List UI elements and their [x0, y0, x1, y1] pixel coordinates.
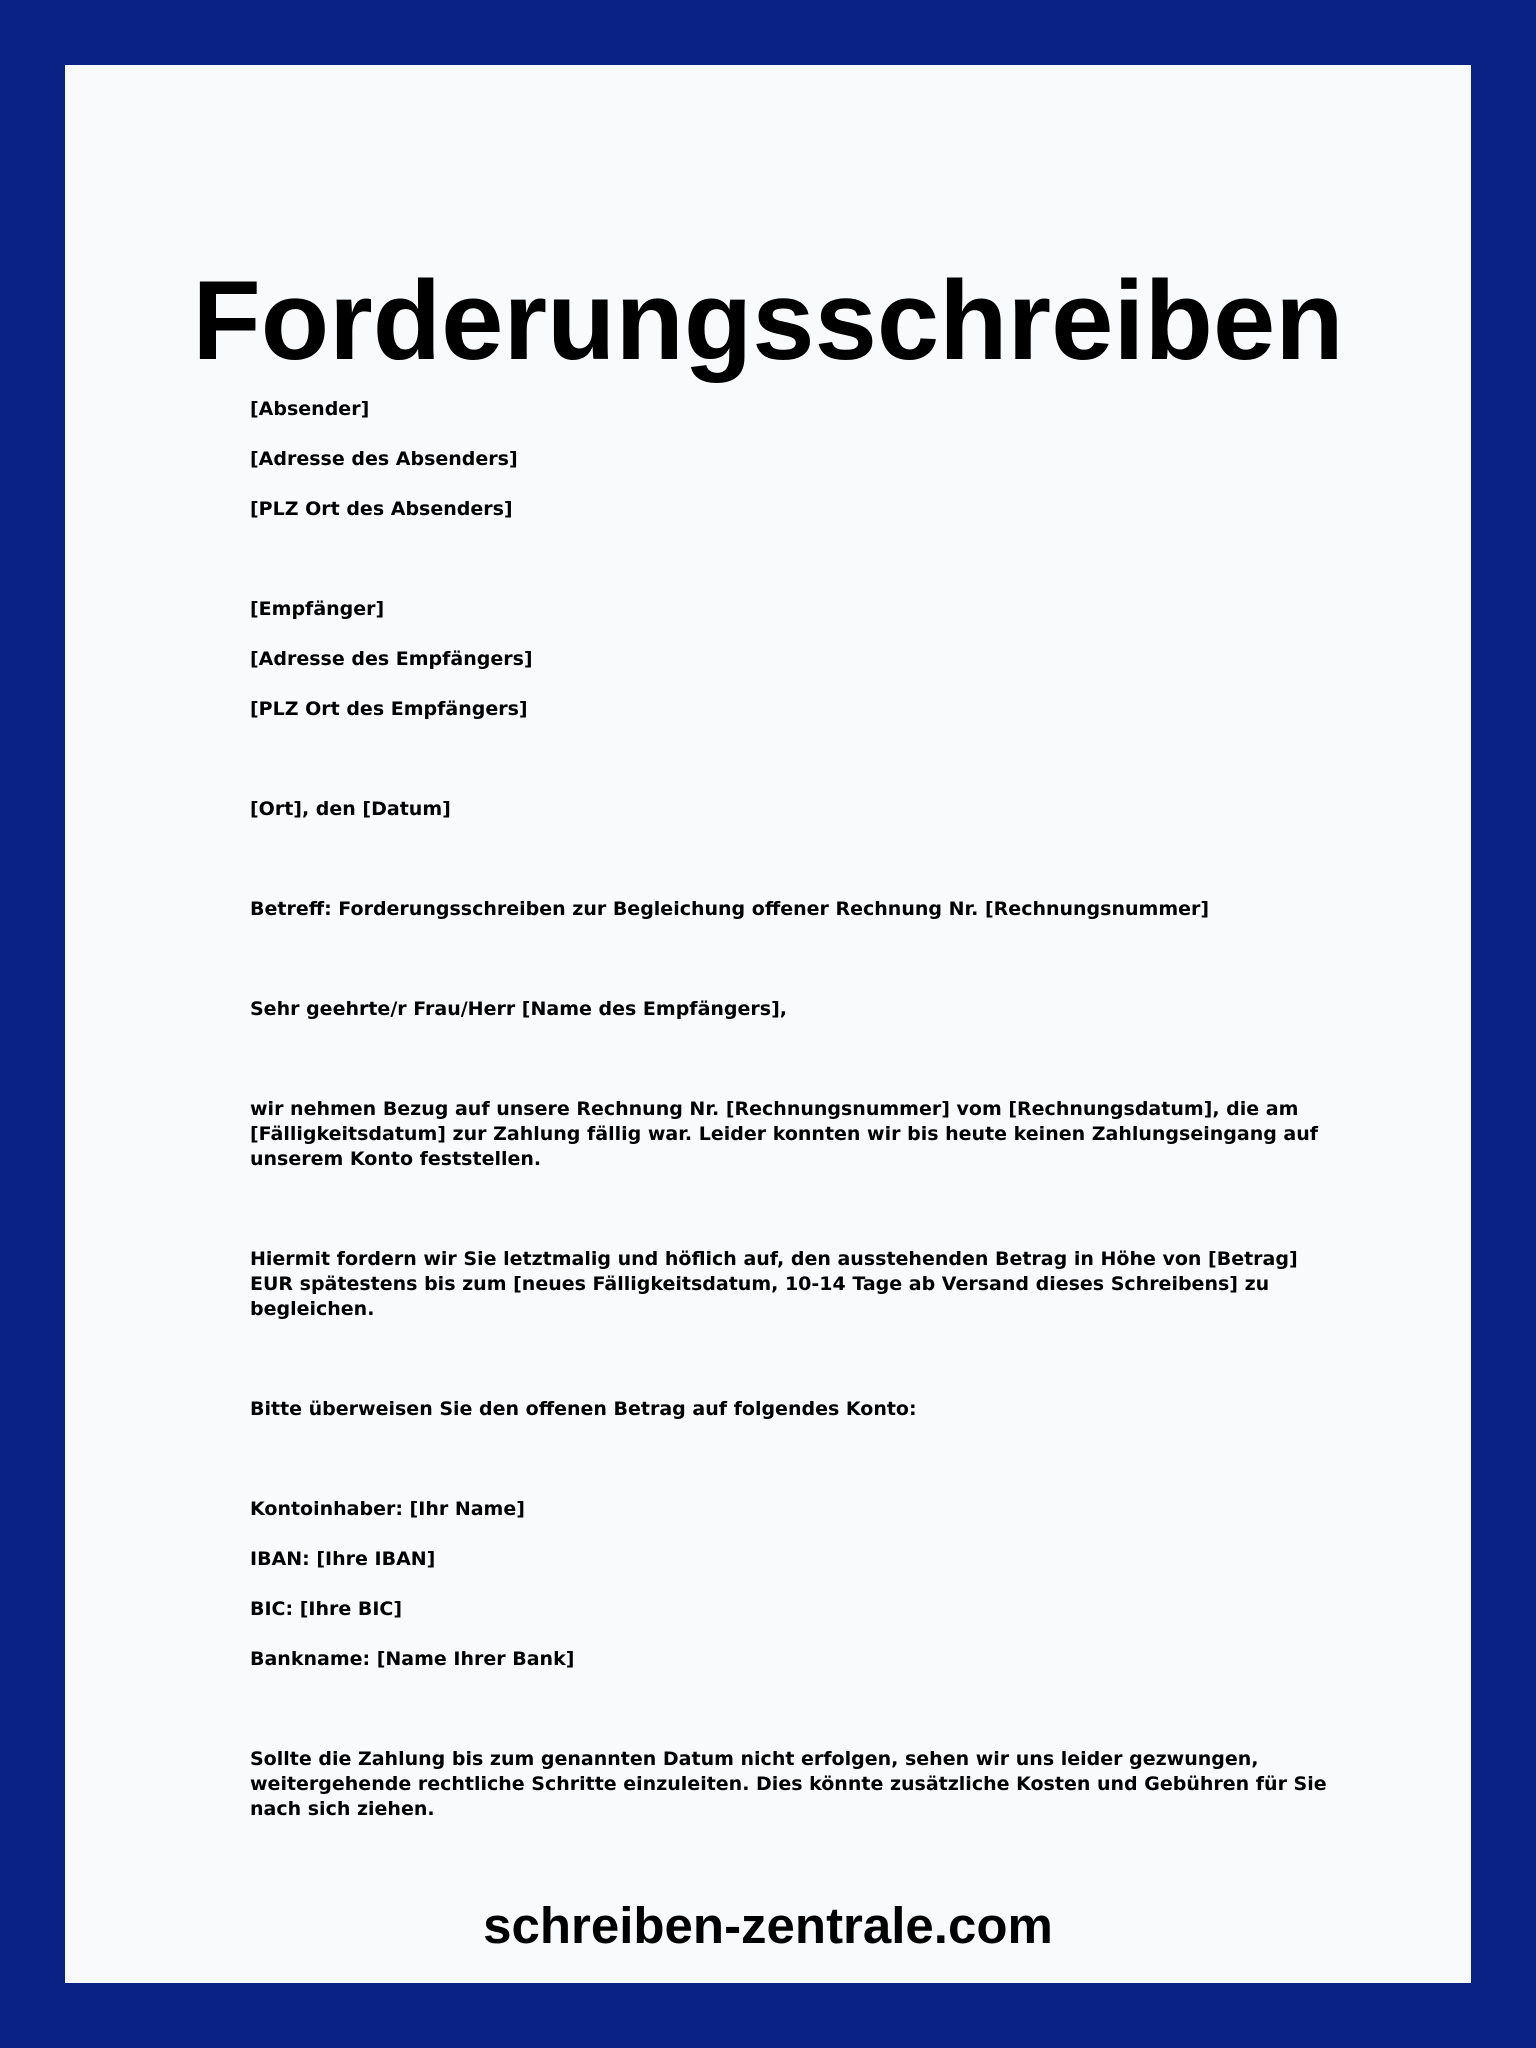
sender-city: [PLZ Ort des Absenders]: [250, 498, 513, 520]
spacer: [250, 922, 1340, 972]
account-holder: Kontoinhaber: [Ihr Name]: [250, 1498, 525, 1520]
spacer: [250, 1672, 1340, 1722]
spacer: [250, 822, 1340, 872]
paragraph-transfer: Bitte überweisen Sie den offenen Betrag auf folgendes Konto:: [250, 1398, 917, 1420]
sender-block: [250, 397, 1340, 522]
bic: BIC: [Ihre BIC]: [250, 1598, 403, 1620]
sender-name: [Absender]: [250, 398, 370, 420]
document-page: [65, 65, 1471, 1983]
spacer: [250, 1022, 1340, 1072]
sender-address: [Adresse des Absenders]: [250, 448, 518, 470]
document-title: Forderungsschreiben: [192, 258, 1344, 383]
subject-line: Betreff: Forderungsschreiben zur Begleichung offener Rechnung Nr. [Rechnungsnummer]: [250, 898, 1210, 920]
recipient-address: [Adresse des Empfängers]: [250, 648, 533, 670]
letter-body: [250, 397, 1340, 1822]
place-date: [Ort], den [Datum]: [250, 798, 451, 820]
bank-name: Bankname: [Name Ihrer Bank]: [250, 1648, 575, 1670]
recipient-city: [PLZ Ort des Empfängers]: [250, 698, 528, 720]
recipient-name: [Empfänger]: [250, 598, 385, 620]
spacer: [250, 1422, 1340, 1472]
recipient-block: [250, 597, 1340, 722]
footer-website: schreiben-zentrale.com: [483, 1897, 1053, 1954]
paragraph-demand: Hiermit fordern wir Sie letztmalig und höflich auf, den ausstehenden Betrag in Höhe von [Betrag] EUR spätestens bis zum [neues Fälligkeitsdatum, 10-14 Tage ab Versand dieses Schreibens] zu begleichen.: [250, 1248, 1298, 1320]
bank-details: [250, 1497, 1340, 1672]
salutation: Sehr geehrte/r Frau/Herr [Name des Empfängers],: [250, 998, 787, 1020]
spacer: [250, 1172, 1340, 1222]
paragraph-consequences: Sollte die Zahlung bis zum genannten Datum nicht erfolgen, sehen wir uns leider gezwungen, weitergehende rechtliche Schritte einzuleiten. Dies könnte zusätzliche Kosten und Gebühren für Sie nach sich ziehen.: [250, 1748, 1327, 1820]
paragraph-reference: wir nehmen Bezug auf unsere Rechnung Nr. [Rechnungsnummer] vom [Rechnungsdatum], die am [Fälligkeitsdatum] zur Zahlung fällig war. Leider konnten wir bis heute keinen Zahlungseingang auf unserem Konto feststellen.: [250, 1098, 1319, 1170]
spacer: [250, 747, 1340, 797]
spacer: [250, 547, 1340, 597]
iban: IBAN: [Ihre IBAN]: [250, 1548, 436, 1570]
spacer: [250, 1322, 1340, 1372]
